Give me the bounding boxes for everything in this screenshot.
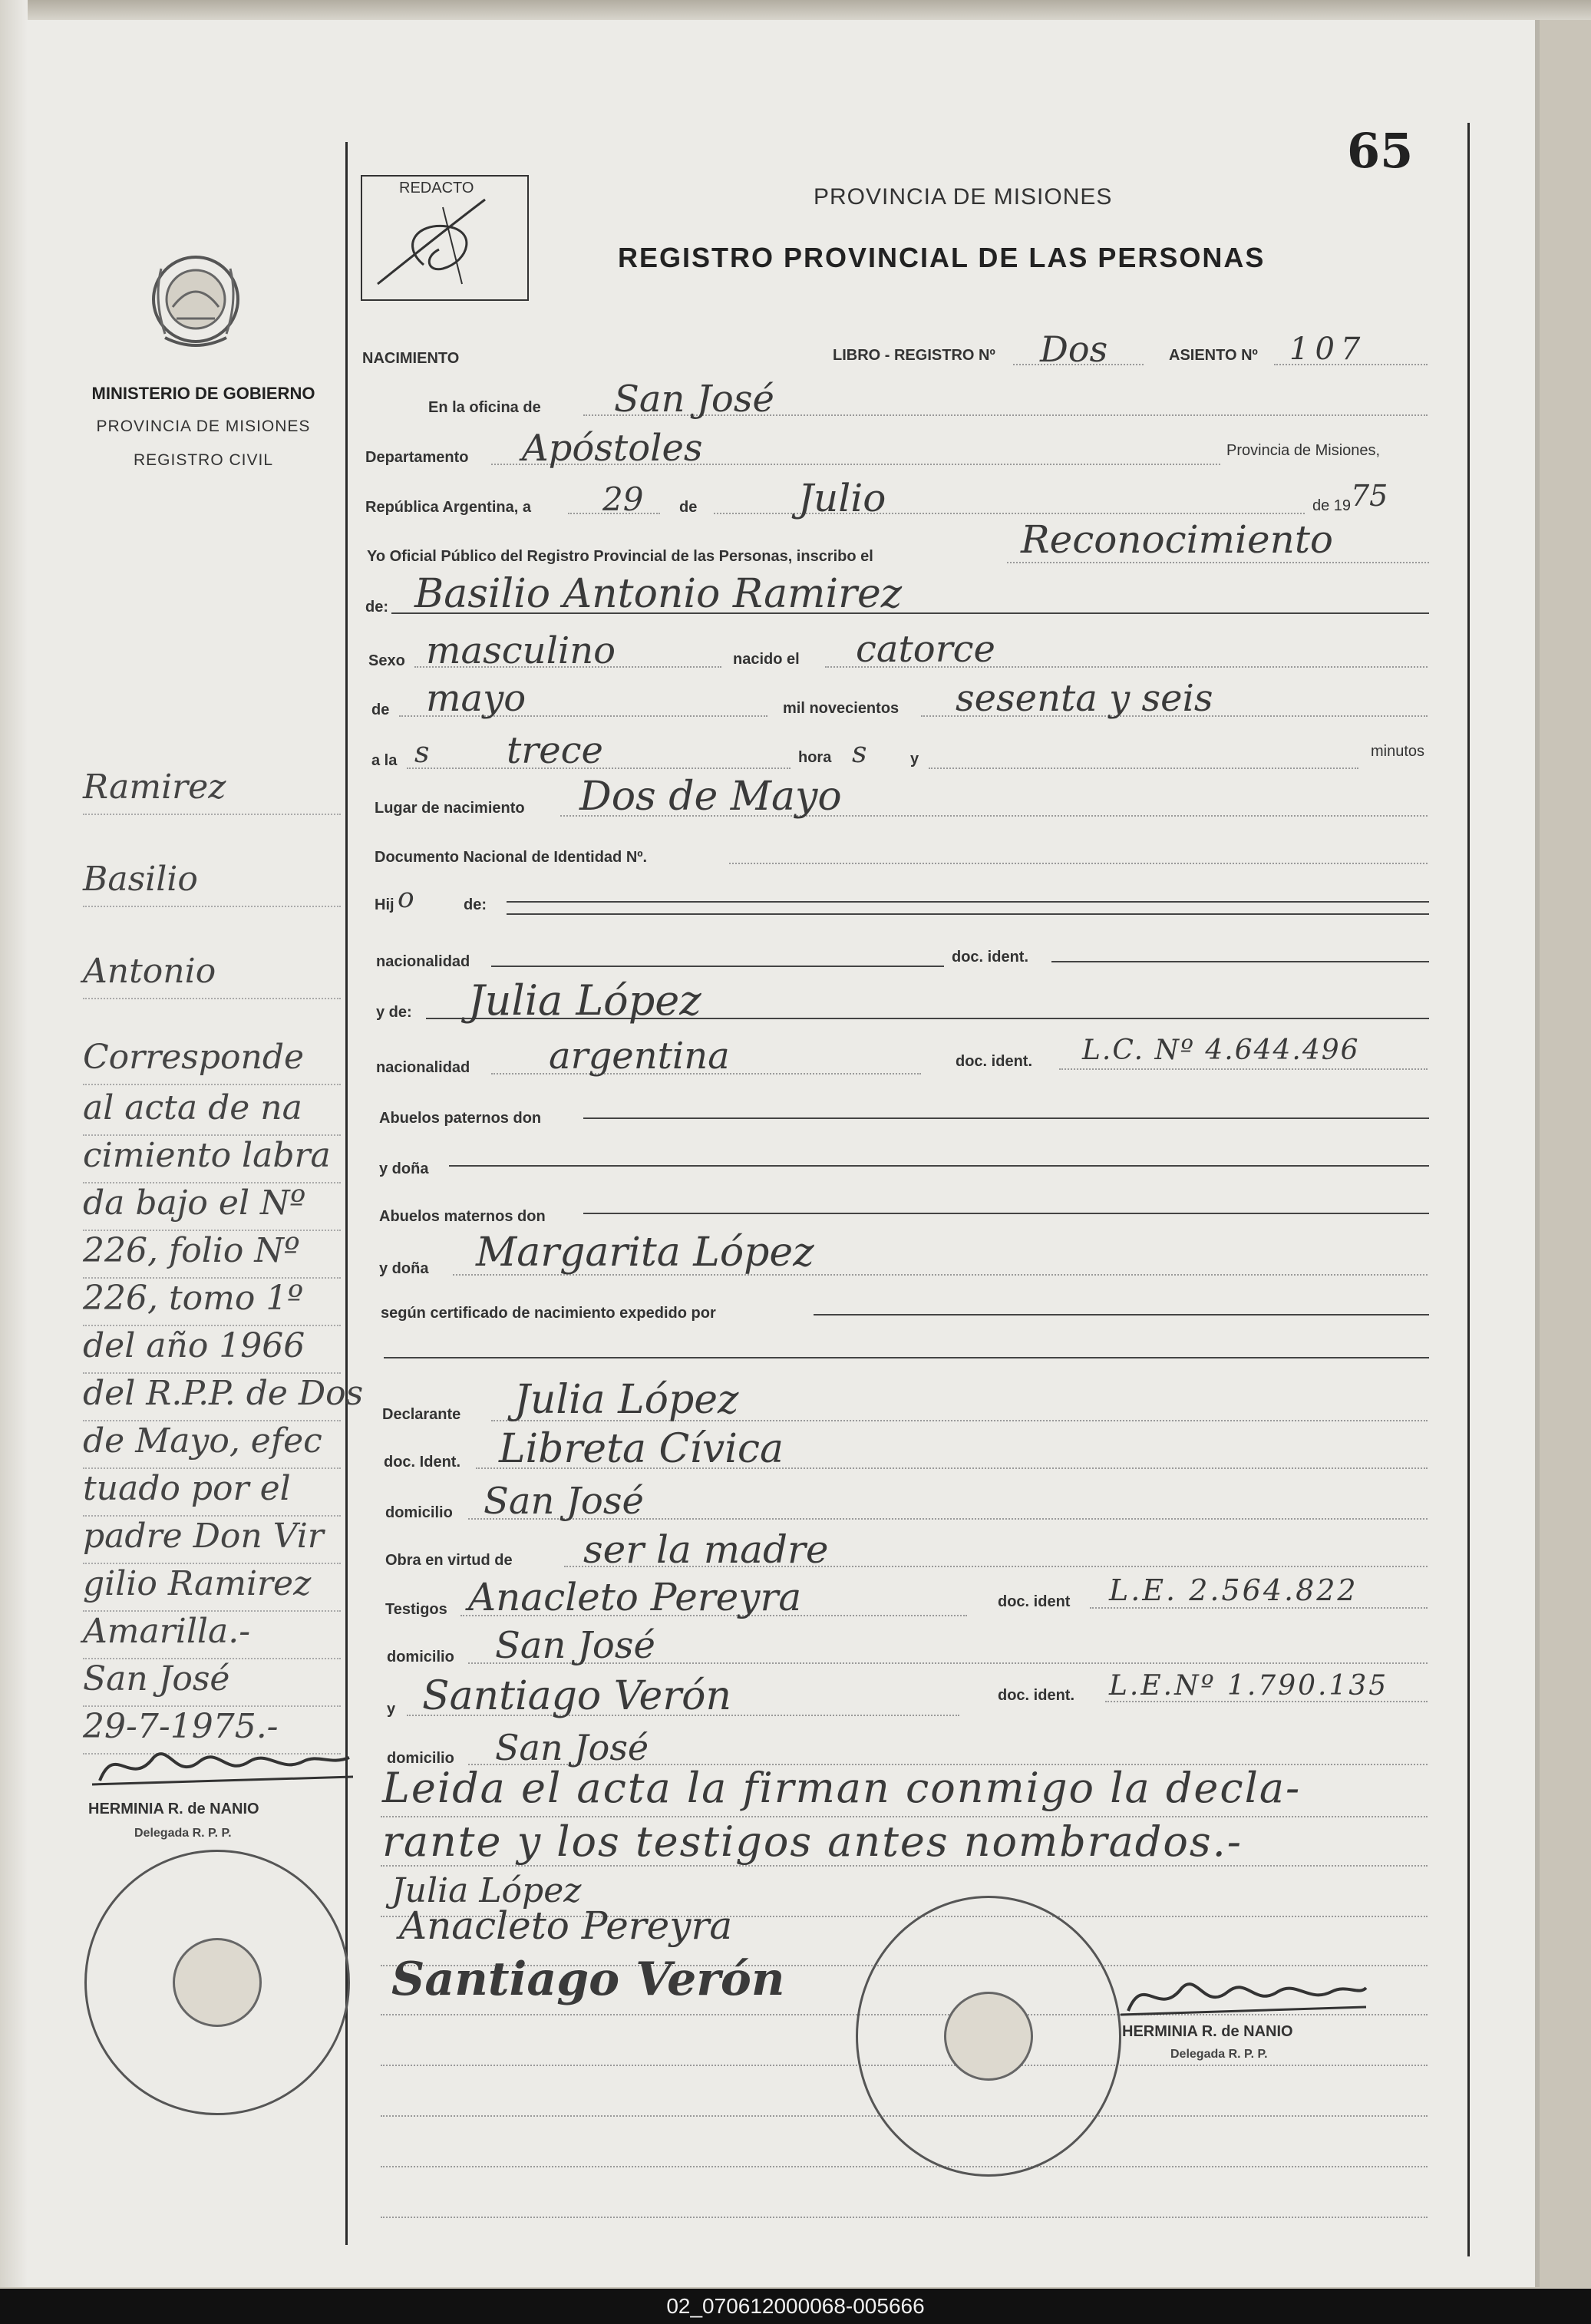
oficina-label: En la oficina de [428,399,541,416]
padre-line-2 [507,913,1429,915]
domicilio2-value: San José [495,1624,655,1667]
hijo-suffix: o [398,883,414,914]
margin-dots [83,814,341,815]
misiones-crest-icon [138,246,253,361]
nacionalidad2-value: argentina [549,1035,730,1078]
leida-line-1: Leida el acta la firman conmigo la decla- [382,1764,1302,1812]
stamp-crest-right-icon [944,1992,1033,2081]
docident1-line [1051,961,1429,962]
nacido-value: catorce [856,628,995,671]
asiento-value: 107 [1289,332,1367,367]
nacimiento-label: NACIMIENTO [362,350,460,367]
yde-label: y de: [376,1004,412,1021]
margin-note-line: cimiento labra [83,1136,331,1175]
blank-dots-7 [381,2217,1428,2218]
margin-dots [83,998,341,999]
margin-dots [83,906,341,907]
nacido-label: nacido el [733,651,800,668]
margin-note-line: 226, folio Nº [83,1231,300,1270]
official-name-left: HERMINIA R. de NANIO [88,1801,259,1817]
de-year-label: de 19 [1312,497,1352,514]
domicilio1-value: San José [484,1480,644,1523]
margin-note-line: Ramirez [83,768,226,807]
margin-note-line: gilio Ramirez [83,1564,312,1603]
page-top-edge [0,0,1591,20]
obra-value: ser la madre [583,1527,829,1572]
abuela-mat-value: Margarita López [476,1230,814,1276]
registry-stamp-left [84,1850,350,2115]
signature-santiago-veron: Santiago Verón [391,1953,785,2006]
nacionalidad2-label: nacionalidad [376,1059,470,1076]
mil-label: mil novecientos [783,700,899,717]
abuelos-pat-line [583,1117,1429,1119]
docident2-label: doc. ident. [956,1053,1032,1070]
republica-label: República Argentina, a [365,499,531,516]
padre-line-1 [507,901,1429,903]
header-province: PROVINCIA DE MISIONES [814,184,1113,210]
dia-value: 29 [602,480,644,518]
signature-julia-lopez: Julia López [391,1871,582,1910]
oficial-label: Yo Oficial Público del Registro Provincial de las Personas, inscribo el [367,548,873,565]
departamento-label: Departamento [365,449,469,466]
signature-anacleto-pereyra: Anacleto Pereyra [399,1903,733,1948]
margin-note-line: San José [83,1659,230,1698]
official-signature-right-icon [1113,1965,1374,2026]
docident2-dots [1059,1068,1428,1070]
segun-line-2 [384,1357,1429,1358]
redacto-signature-icon [370,192,516,292]
de-nombre-label: de: [365,599,388,616]
madre-value: Julia López [468,976,701,1025]
official-name-right: HERMINIA R. de NANIO [1122,2023,1293,2040]
oficina-value: San José [614,378,774,421]
docident1-label: doc. ident. [952,949,1028,966]
hora-value: trece [507,729,603,772]
docident3-label: doc. Ident. [384,1454,460,1471]
nacionalidad1-label: nacionalidad [376,953,470,970]
mes-value: Julio [798,476,886,520]
ministry-registry: REGISTRO CIVIL [133,451,274,469]
docident5-label: doc. ident. [998,1687,1074,1704]
margin-note-line: al acta de na [83,1088,302,1127]
de-mes-label: de [371,701,390,718]
dni-dots [729,863,1428,864]
ministry-label: MINISTERIO DE GOBIERNO [91,384,315,403]
margin-note-line: del año 1966 [83,1326,305,1365]
sexo-value: masculino [426,629,616,672]
margin-dots [83,1084,341,1085]
ministry-province: PROVINCIA DE MISIONES [96,418,311,435]
domicilio3-value: San José [495,1727,649,1768]
year-value: 75 [1351,479,1388,513]
redacto-label: REDACTO [399,180,474,196]
official-title-left: Delegada R. P. P. [134,1827,232,1840]
domicilio1-label: domicilio [385,1504,453,1521]
testigo2-value: Santiago Verón [422,1673,731,1719]
folio-number: 65 [1347,123,1414,179]
y-label: y [910,751,919,768]
registry-stamp-right [856,1896,1121,2177]
ala-suffix: s [414,735,430,769]
domicilio2-label: domicilio [387,1649,454,1665]
margin-note-line: 29-7-1975.- [83,1707,279,1746]
margin-note-line: Corresponde [83,1038,305,1077]
nacionalidad1-line [491,966,944,967]
asiento-label: ASIENTO Nº [1169,347,1258,364]
sexo-label: Sexo [368,652,405,669]
margin-note-line: da bajo el Nº [83,1183,306,1223]
docident5-value: L.E.Nº 1.790.135 [1109,1670,1389,1702]
binding-edge [0,0,28,2287]
y-testigo-label: y [387,1701,396,1718]
docident2-value: L.C. Nº 4.644.496 [1082,1035,1360,1066]
margin-note-line: Amarilla.- [83,1612,251,1651]
testigos-label: Testigos [385,1601,447,1618]
hora-suffix: s [852,735,867,769]
leida-line-2: rante y los testigos antes nombrados.- [382,1817,1243,1866]
header-title: REGISTRO PROVINCIAL DE LAS PERSONAS [618,242,1266,273]
minutos-label: minutos [1371,743,1425,760]
ydona1-label: y doña [379,1160,429,1177]
libro-value: Dos [1040,328,1108,370]
inscribo-dots [1007,562,1429,563]
docident4-value: L.E. 2.564.822 [1109,1573,1358,1607]
margin-note-line: Basilio [83,860,198,899]
inscribo-value: Reconocimiento [1021,517,1334,562]
image-id-footer: 02_070612000068-005666 [0,2289,1591,2324]
declarante-value: Julia López [514,1377,739,1423]
form-frame-right [1467,123,1470,2256]
docident4-dots [1090,1607,1428,1609]
minutos-dots [929,768,1358,769]
nombre-value: Basilio Antonio Ramirez [414,571,903,617]
margin-note-line: tuado por el [83,1469,291,1508]
hijo-label: Hij [375,896,394,913]
departamento-value: Apóstoles [522,427,703,470]
segun-line [814,1314,1429,1316]
domicilio3-label: domicilio [387,1750,454,1767]
margin-note-line: del R.P.P. de Dos [83,1374,364,1413]
de-label: de [679,499,698,516]
margin-note-line: padre Don Vir [83,1517,324,1556]
dni-label: Documento Nacional de Identidad Nº. [375,849,648,866]
docident3-value: Libreta Cívica [499,1426,784,1472]
provincia-label: Provincia de Misiones, [1226,442,1381,459]
blank-dots-6 [381,2166,1428,2167]
lugar-label: Lugar de nacimiento [375,800,525,817]
libro-label: LIBRO - REGISTRO Nº [833,347,995,364]
ala-label: a la [371,752,398,769]
ydona2-label: y doña [379,1260,429,1277]
official-title-right: Delegada R. P. P. [1170,2048,1268,2061]
stamp-crest-left-icon [173,1938,262,2027]
official-signature-left-icon [84,1735,361,1796]
mes-nac-value: mayo [426,677,526,720]
testigo1-value: Anacleto Pereyra [468,1575,802,1619]
margin-note-line: de Mayo, efec [83,1421,322,1461]
segun-label: según certificado de nacimiento expedido por [381,1305,716,1322]
ydona1-line [449,1165,1429,1167]
docident4-label: doc. ident [998,1593,1071,1610]
declarante-label: Declarante [382,1406,461,1423]
anio-nac-value: sesenta y seis [956,677,1213,720]
margin-note-line: 226, tomo 1º [83,1279,304,1318]
abuelos-mat-label: Abuelos maternos don [379,1208,546,1225]
hora-label: hora [798,749,832,766]
lugar-value: Dos de Mayo [579,774,842,820]
margin-note-line: Antonio [83,952,216,991]
redacto-box [361,175,529,301]
abuelos-pat-label: Abuelos paternos don [379,1110,542,1127]
hijo-de-label: de: [464,896,487,913]
abuelos-mat-line [583,1213,1429,1214]
obra-label: Obra en virtud de [385,1552,513,1569]
